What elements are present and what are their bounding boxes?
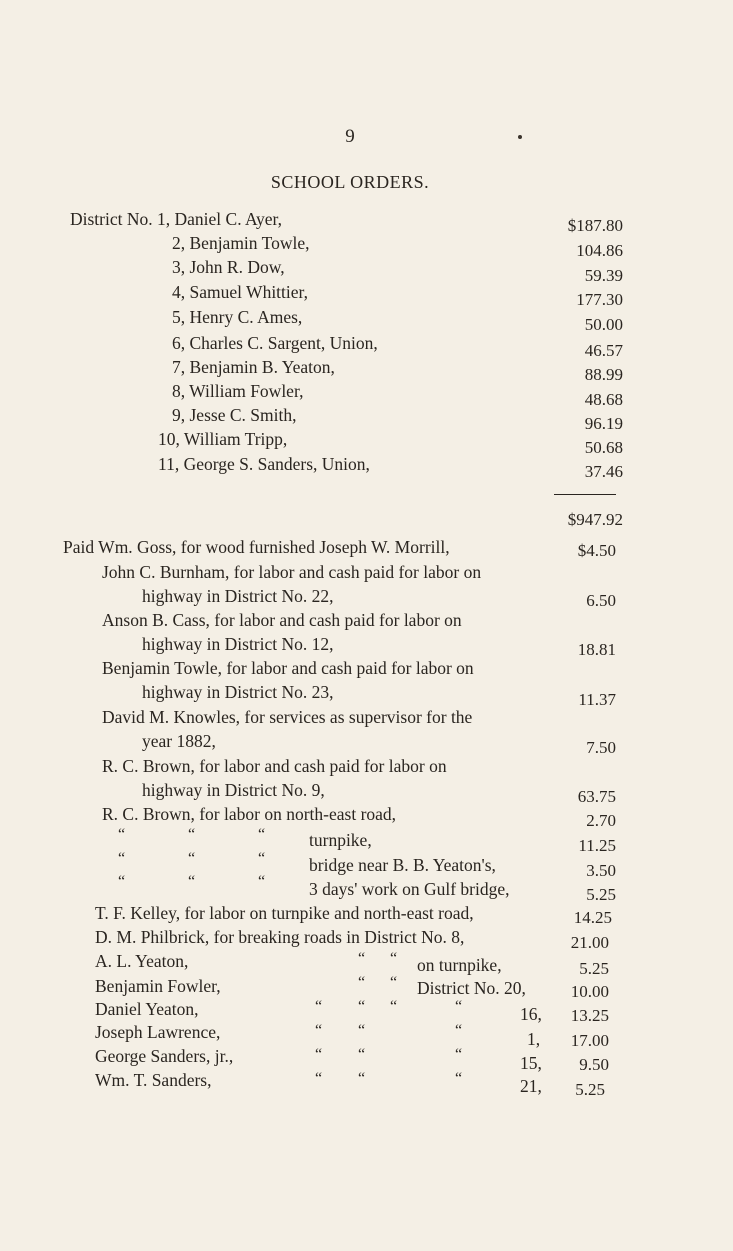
ditto-mark: “ xyxy=(358,1022,366,1039)
payment-line: Wm. T. Sanders, xyxy=(95,1070,212,1090)
ditto-mark: “ xyxy=(315,1046,323,1063)
ditto-mark: “ xyxy=(358,950,366,967)
ditto-mark: “ xyxy=(315,1070,323,1087)
payment-amount: 11.25 xyxy=(578,836,616,855)
ditto-mark: “ xyxy=(118,826,126,843)
school-order-amount: 50.00 xyxy=(584,315,623,334)
payment-amount: 5.25 xyxy=(579,959,609,978)
ditto-mark: “ xyxy=(358,998,366,1015)
ditto-mark: “ xyxy=(315,998,323,1015)
ditto-mark: “ xyxy=(358,1046,366,1063)
payment-line: 3 days' work on Gulf bridge, xyxy=(309,879,510,899)
school-order-line: 2, Benjamin Towle, xyxy=(172,233,310,253)
payment-line: 21, xyxy=(520,1076,542,1096)
payment-amount: 10.00 xyxy=(570,982,609,1001)
section-heading: SCHOOL ORDERS. xyxy=(270,172,430,192)
payment-line: A. L. Yeaton, xyxy=(95,951,189,971)
school-order-line: 5, Henry C. Ames, xyxy=(172,307,303,327)
ditto-mark: “ xyxy=(118,850,126,867)
school-order-line: 11, George S. Sanders, Union, xyxy=(158,454,370,474)
payment-line: Anson B. Cass, for labor and cash paid for labor on xyxy=(102,610,462,630)
school-order-line: 6, Charles C. Sargent, Union, xyxy=(172,333,378,353)
payment-line: T. F. Kelley, for labor on turnpike and north-east road, xyxy=(95,903,474,923)
ink-spot xyxy=(518,135,522,139)
payment-line-continued: highway in District No. 22, xyxy=(142,586,334,606)
page-number: 9 xyxy=(345,126,355,147)
payment-amount: 3.50 xyxy=(586,861,616,880)
ditto-mark: “ xyxy=(188,826,196,843)
payment-amount: 9.50 xyxy=(579,1055,609,1074)
payment-line: 15, xyxy=(520,1053,542,1073)
payment-line: Benjamin Fowler, xyxy=(95,976,221,996)
total-rule xyxy=(554,494,616,495)
payment-amount: $4.50 xyxy=(577,541,616,560)
school-order-line: 10, William Tripp, xyxy=(158,429,288,449)
payment-line: turnpike, xyxy=(309,830,372,850)
school-order-amount: 104.86 xyxy=(576,241,623,260)
payment-line: Daniel Yeaton, xyxy=(95,999,199,1019)
payment-amount: 18.81 xyxy=(577,640,616,659)
payment-line: R. C. Brown, for labor and cash paid for labor on xyxy=(102,756,447,776)
payment-amount: 21.00 xyxy=(570,933,609,952)
school-order-amount: 37.46 xyxy=(584,462,623,481)
ditto-mark: “ xyxy=(455,1070,463,1087)
school-orders-total: $947.92 xyxy=(567,510,623,529)
ditto-mark: “ xyxy=(315,1022,323,1039)
ditto-mark: “ xyxy=(455,1046,463,1063)
payment-amount: 11.37 xyxy=(578,690,616,709)
payment-line: John C. Burnham, for labor and cash paid for labor on xyxy=(102,562,482,582)
payment-amount: 5.25 xyxy=(575,1080,605,1099)
school-order-amount: 50.68 xyxy=(584,438,623,457)
payment-amount: 63.75 xyxy=(577,787,616,806)
payment-amount: 7.50 xyxy=(586,738,616,757)
payment-line: R. C. Brown, for labor on north-east road, xyxy=(102,804,397,824)
payment-line-continued: highway in District No. 23, xyxy=(142,682,334,702)
payment-line: Benjamin Towle, for labor and cash paid for labor on xyxy=(102,658,474,678)
school-order-amount: 177.30 xyxy=(576,290,623,309)
ditto-mark: “ xyxy=(188,873,196,890)
payment-line-continued: year 1882, xyxy=(142,731,216,751)
ditto-mark: “ xyxy=(390,974,398,991)
school-order-amount: 59.39 xyxy=(584,266,623,285)
payment-amount: 14.25 xyxy=(573,908,612,927)
payment-line: on turnpike, xyxy=(417,955,502,975)
ditto-mark: “ xyxy=(390,950,398,967)
payment-amount: 17.00 xyxy=(570,1031,609,1050)
payment-line: 16, xyxy=(520,1004,542,1024)
payment-line: District No. 20, xyxy=(417,978,526,998)
payment-line: Joseph Lawrence, xyxy=(95,1022,221,1042)
payment-line: bridge near B. B. Yeaton's, xyxy=(309,855,496,875)
school-order-amount: 88.99 xyxy=(584,365,623,384)
payment-line: David M. Knowles, for services as supervisor for the xyxy=(102,707,473,727)
school-order-line: 3, John R. Dow, xyxy=(172,257,285,277)
payment-line: Paid Wm. Goss, for wood furnished Joseph W. Morrill, xyxy=(63,537,450,557)
school-order-line: 7, Benjamin B. Yeaton, xyxy=(172,357,335,377)
school-order-line: 4, Samuel Whittier, xyxy=(172,282,309,302)
ditto-mark: “ xyxy=(455,998,463,1015)
ditto-mark: “ xyxy=(118,873,126,890)
payment-line-continued: highway in District No. 12, xyxy=(142,634,334,654)
payment-amount: 5.25 xyxy=(586,885,616,904)
ditto-mark: “ xyxy=(258,826,266,843)
ditto-mark: “ xyxy=(455,1022,463,1039)
payment-amount: 2.70 xyxy=(586,811,616,830)
school-order-line: District No. 1, Daniel C. Ayer, xyxy=(70,209,283,229)
school-order-amount: $187.80 xyxy=(567,216,623,235)
payment-line: D. M. Philbrick, for breaking roads in District No. 8, xyxy=(95,927,465,947)
payment-line: 1, xyxy=(527,1029,541,1049)
school-order-amount: 46.57 xyxy=(584,341,623,360)
ditto-mark: “ xyxy=(258,873,266,890)
school-order-amount: 48.68 xyxy=(584,390,623,409)
payment-amount: 13.25 xyxy=(570,1006,609,1025)
payment-amount: 6.50 xyxy=(586,591,616,610)
ditto-mark: “ xyxy=(358,974,366,991)
payment-line-continued: highway in District No. 9, xyxy=(142,780,325,800)
school-order-amount: 96.19 xyxy=(584,414,623,433)
ditto-mark: “ xyxy=(258,850,266,867)
school-order-line: 8, William Fowler, xyxy=(172,381,304,401)
ditto-mark: “ xyxy=(358,1070,366,1087)
school-order-line: 9, Jesse C. Smith, xyxy=(172,405,297,425)
ditto-mark: “ xyxy=(390,998,398,1015)
payment-line: George Sanders, jr., xyxy=(95,1046,234,1066)
ditto-mark: “ xyxy=(188,850,196,867)
